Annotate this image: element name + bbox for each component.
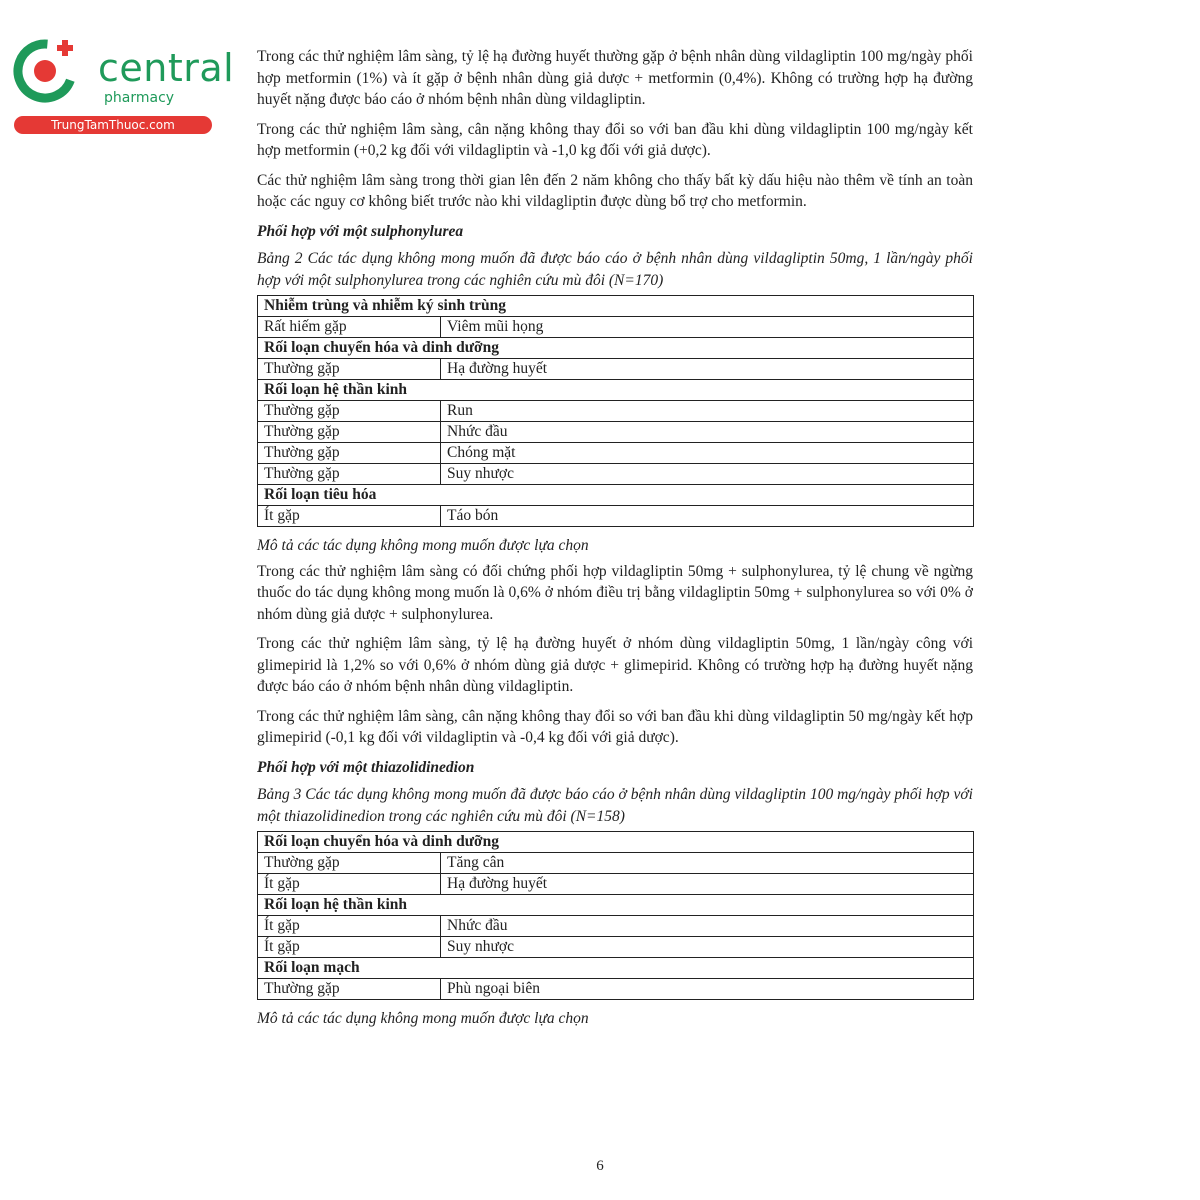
table-caption: Bảng 3 Các tác dụng không mong muốn đã được báo cáo ở bệnh nhân dùng vildagliptin 100 mg/ngày phối hợp với một thiazolidinedion trong các nghiên cứu mù đôi (N=158)	[257, 786, 973, 825]
table-row	[258, 937, 974, 958]
table-row	[258, 317, 974, 338]
paragraph: Trong các thử nghiệm lâm sàng, tỷ lệ hạ đường huyết thường gặp ở bệnh nhân dùng vildagliptin 100 mg/ngày phối hợp metformin (1%) và ít gặp ở bệnh nhân dùng giả dược + metformin (0,4%). Không có trường hợp hạ đường huyết nặng được báo cáo ở nhóm bệnh nhân dùng vildagliptin.	[257, 48, 973, 108]
frequency-cell: Thường gặp	[258, 464, 441, 485]
effect-cell: Táo bón	[441, 506, 974, 527]
frequency-cell: Thường gặp	[258, 853, 441, 874]
effect-cell: Suy nhược	[441, 464, 974, 485]
adverse-effects-table-3	[257, 831, 974, 1000]
effect-cell: Hạ đường huyết	[441, 874, 974, 895]
table-caption: Bảng 2 Các tác dụng không mong muốn đã được báo cáo ở bệnh nhân dùng vildagliptin 50mg, 1 lần/ngày phối hợp với một sulphonylurea trong các nghiên cứu mù đôi (N=170)	[257, 250, 973, 289]
frequency-cell: Thường gặp	[258, 401, 441, 422]
frequency-cell: Ít gặp	[258, 916, 441, 937]
table-row	[258, 359, 974, 380]
table-group-row	[258, 380, 974, 401]
table-group-row	[258, 485, 974, 506]
paragraph: Trong các thử nghiệm lâm sàng, cân nặng không thay đổi so với ban đầu khi dùng vildagliptin 100 mg/ngày kết hợp metformin (+0,2 kg đối với vildagliptin và -1,0 kg đối với giả dược).	[257, 120, 973, 159]
table-group-row	[258, 832, 974, 853]
frequency-cell: Ít gặp	[258, 937, 441, 958]
table-row	[258, 916, 974, 937]
group-header-cell: Rối loạn chuyển hóa và dinh dưỡng	[258, 832, 974, 853]
group-header-cell: Rối loạn hệ thần kinh	[258, 380, 974, 401]
effect-cell: Phù ngoại biên	[441, 979, 974, 1000]
effect-cell: Chóng mặt	[441, 443, 974, 464]
paragraph: Các thử nghiệm lâm sàng trong thời gian lên đến 2 năm không cho thấy bất kỳ dấu hiệu nào thêm về tính an toàn hoặc các nguy cơ không biết trước nào khi vildagliptin được dùng bổ trợ cho metformin.	[257, 171, 973, 210]
group-header-cell: Rối loạn mạch	[258, 958, 974, 979]
table-row	[258, 506, 974, 527]
logo-subtitle: pharmacy	[104, 90, 175, 106]
table-row	[258, 443, 974, 464]
effect-cell: Hạ đường huyết	[441, 359, 974, 380]
paragraph: Trong các thử nghiệm lâm sàng, cân nặng không thay đổi so với ban đầu khi dùng vildagliptin 50 mg/ngày kết hợp glimepirid (-0,1 kg đối với vildagliptin và -0,4 kg đối với giả dược).	[257, 707, 973, 746]
group-header-cell: Rối loạn tiêu hóa	[258, 485, 974, 506]
frequency-cell: Thường gặp	[258, 979, 441, 1000]
logo-banner: TrungTamThuoc.com	[14, 116, 212, 134]
effect-cell: Tăng cân	[441, 853, 974, 874]
table-row	[258, 874, 974, 895]
frequency-cell: Rất hiếm gặp	[258, 317, 441, 338]
effect-cell: Viêm mũi họng	[441, 317, 974, 338]
section-heading: Phối hợp với một thiazolidinedion	[257, 758, 475, 776]
table-row	[258, 401, 974, 422]
table-group-row	[258, 958, 974, 979]
table-row	[258, 853, 974, 874]
effect-cell: Suy nhược	[441, 937, 974, 958]
logo-wordmark: central	[98, 46, 235, 90]
table-row	[258, 422, 974, 443]
adverse-effects-table-2	[257, 295, 974, 527]
frequency-cell: Ít gặp	[258, 874, 441, 895]
page-number: 6	[596, 1158, 604, 1174]
effect-cell: Nhức đầu	[441, 422, 974, 443]
frequency-cell: Ít gặp	[258, 506, 441, 527]
table-group-row	[258, 338, 974, 359]
central-pharmacy-logo-icon	[12, 38, 78, 104]
document-body	[257, 46, 973, 1034]
group-header-cell: Rối loạn hệ thần kinh	[258, 895, 974, 916]
paragraph: Trong các thử nghiệm lâm sàng, tỷ lệ hạ đường huyết ở nhóm dùng vildagliptin 50mg, 1 lần/ngày công với glimepirid là 1,2% so với 0,6% ở nhóm dùng giả dược + glimepirid. Không có trường hợp hạ đường huyết nặng được báo cáo ở nhóm bệnh nhân dùng vildagliptin.	[257, 635, 973, 695]
table-row	[258, 979, 974, 1000]
paragraph: Trong các thử nghiệm lâm sàng có đối chứng phối hợp vildagliptin 50mg + sulphonylurea, tỷ lệ chung về ngừng thuốc do tác dụng không mong muốn là 0,6% ở nhóm điều trị bằng vildagliptin 50mg + sulphonylurea so với 0% ở nhóm dùng giả dược + sulphonylurea.	[257, 562, 973, 623]
table-group-row	[258, 895, 974, 916]
effect-cell: Run	[441, 401, 974, 422]
table-group-row	[258, 296, 974, 317]
table-note: Mô tả các tác dụng không mong muốn được lựa chọn	[257, 1010, 589, 1027]
frequency-cell: Thường gặp	[258, 422, 441, 443]
frequency-cell: Thường gặp	[258, 359, 441, 380]
group-header-cell: Rối loạn chuyển hóa và dinh dưỡng	[258, 338, 974, 359]
brand-logo	[12, 38, 235, 138]
group-header-cell: Nhiễm trùng và nhiễm ký sinh trùng	[258, 296, 974, 317]
section-heading: Phối hợp với một sulphonylurea	[257, 222, 464, 240]
effect-cell: Nhức đầu	[441, 916, 974, 937]
table-row	[258, 464, 974, 485]
table-note: Mô tả các tác dụng không mong muốn được lựa chọn	[257, 537, 589, 554]
frequency-cell: Thường gặp	[258, 443, 441, 464]
